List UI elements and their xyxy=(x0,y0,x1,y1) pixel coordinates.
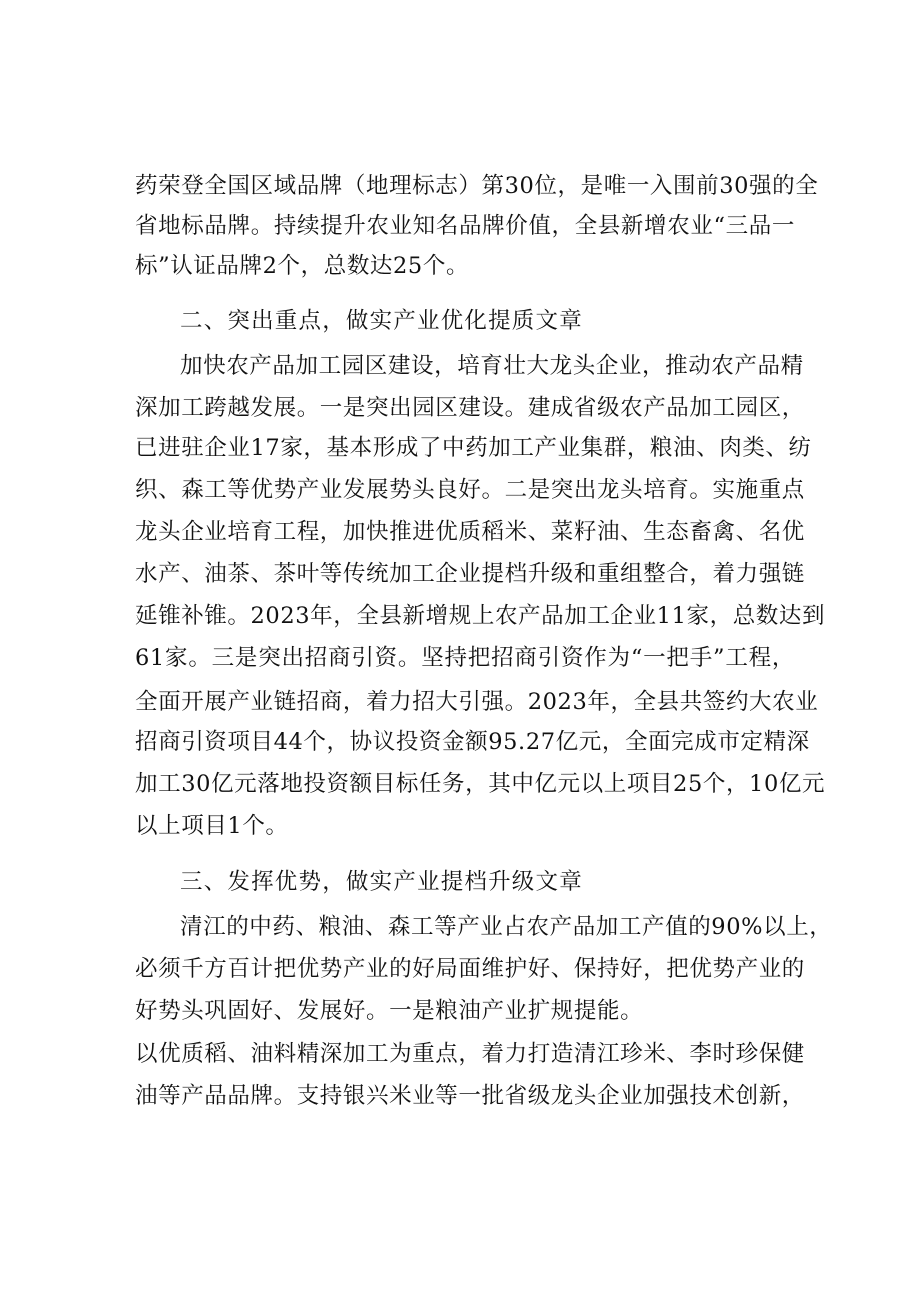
paragraph-line: 必须千方百计把优势产业的好局面维护好、保持好，把优势产业的 xyxy=(135,956,805,982)
section-heading-3: 三、发挥优势，做实产业提档升级文章 xyxy=(180,869,583,895)
paragraph-line: 深加工跨越发展。一是突出园区建设。建成省级农产品加工园区， xyxy=(135,395,805,421)
paragraph-line: 标”认证品牌2个，总数达25个。 xyxy=(135,253,470,279)
paragraph-line: 以优质稻、油料精深加工为重点，着力打造清江珍米、李时珍保健 xyxy=(135,1041,805,1067)
paragraph-line: 油等产品品牌。支持银兴米业等一批省级龙头企业加强技术创新， xyxy=(135,1083,805,1109)
paragraph-line: 加快农产品加工园区建设，培育壮大龙头企业，推动农产品精 xyxy=(180,353,804,379)
paragraph-line: 已进驻企业17家，基本形成了中药加工产业集群，粮油、肉类、纺 xyxy=(135,435,812,461)
paragraph-line: 龙头企业培育工程，加快推进优质稻米、菜籽油、生态畜禽、名优 xyxy=(135,519,805,545)
paragraph-line: 招商引资项目44个，协议投资金额95.27亿元，全面完成市定精深 xyxy=(135,729,810,755)
paragraph-line: 61家。三是突出招商引资。坚持把招商引资作为“一把手”工程， xyxy=(135,645,795,671)
paragraph-line: 加工30亿元落地投资额目标任务，其中亿元以上项目25个，10亿元 xyxy=(135,771,826,797)
paragraph-line: 延锥补锥。2023年，全县新增规上农产品加工企业11家，总数达到 xyxy=(135,603,826,629)
paragraph-line: 全面开展产业链招商，着力招大引强。2023年，全县共签约大农业 xyxy=(135,689,819,715)
section-heading-2: 二、突出重点，做实产业优化提质文章 xyxy=(180,308,583,334)
paragraph-line: 织、森工等优势产业发展势头良好。二是突出龙头培育。实施重点 xyxy=(135,477,805,503)
paragraph-line: 省地标品牌。持续提升农业知名品牌价值，全县新增农业“三品一 xyxy=(135,213,795,239)
paragraph-line: 以上项目1个。 xyxy=(135,813,289,839)
paragraph-line: 清江的中药、粮油、森工等产业占农产品加工产值的90%以上， xyxy=(180,914,833,940)
paragraph-line: 好势头巩固好、发展好。一是粮油产业扩规提能。 xyxy=(135,998,644,1024)
paragraph-line: 水产、油茶、茶叶等传统加工企业提档升级和重组整合，着力强链 xyxy=(135,561,805,587)
paragraph-line: 药荣登全国区域品牌（地理标志）第30位，是唯一入围前30强的全 xyxy=(135,173,819,199)
